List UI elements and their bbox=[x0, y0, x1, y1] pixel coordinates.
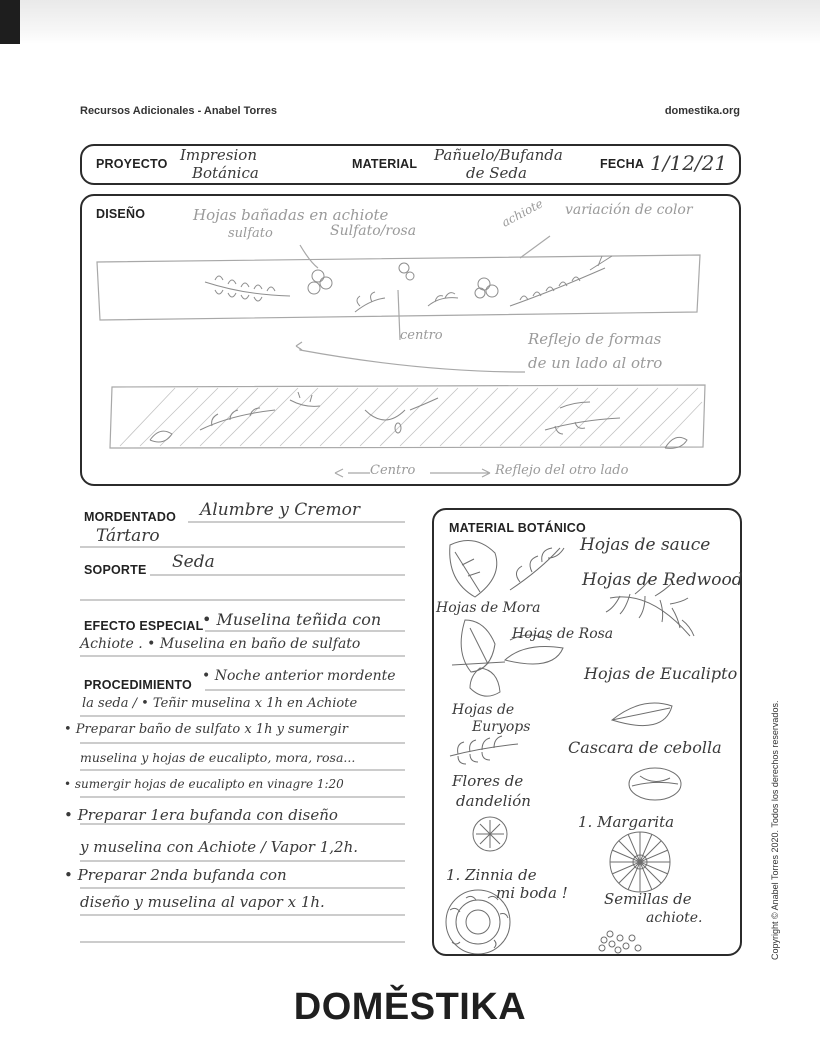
proc-line-9: diseño y muselina al vapor x 1h. bbox=[80, 893, 325, 911]
note-centro-bottom: Centro bbox=[370, 463, 416, 478]
bot-redwood: Hojas de Redwood bbox=[582, 570, 743, 590]
note-reflejo-bottom: Reflejo del otro lado bbox=[495, 463, 629, 478]
bot-zinnia-2: mi boda ! bbox=[496, 884, 568, 902]
bot-margarita: 1. Margarita bbox=[578, 813, 675, 831]
material-value-1: Pañuelo/Bufanda bbox=[434, 146, 563, 164]
soporte-label: SOPORTE bbox=[84, 563, 147, 577]
mordentado-value-1: Alumbre y Cremor bbox=[200, 500, 360, 520]
mordentado-value-2: Tártaro bbox=[96, 526, 160, 546]
proyecto-value-2: Botánica bbox=[192, 164, 259, 182]
note-reflejo-2: de un lado al otro bbox=[528, 354, 663, 372]
proc-line-1: • Noche anterior mordente bbox=[202, 668, 396, 684]
copyright-text: Copyright © Anabel Torres 2020. Todos los derechos reservados. bbox=[770, 700, 780, 960]
procedimiento-label: PROCEDIMIENTO bbox=[84, 678, 192, 692]
efecto-label: EFECTO ESPECIAL bbox=[84, 619, 204, 633]
proc-line-6: • Preparar 1era bufanda con diseño bbox=[64, 806, 338, 824]
mordentado-label: MORDENTADO bbox=[84, 510, 177, 524]
header-left: Recursos Adicionales - Anabel Torres bbox=[80, 105, 278, 117]
botanical-label: MATERIAL BOTÁNICO bbox=[449, 521, 586, 535]
efecto-value-1: • Muselina teñida con bbox=[202, 610, 382, 629]
bot-sauce: Hojas de sauce bbox=[580, 535, 711, 555]
proc-line-4: muselina y hojas de eucalipto, mora, rosa... bbox=[80, 750, 356, 765]
bot-zinnia-1: 1. Zinnia de bbox=[446, 866, 537, 884]
note-sulfato-rosa: Sulfato/rosa bbox=[330, 223, 417, 239]
bot-eucalipto: Hojas de Eucalipto bbox=[584, 664, 738, 683]
design-label: DISEÑO bbox=[96, 207, 146, 221]
note-achiote: achiote bbox=[499, 196, 546, 230]
proc-line-8: • Preparar 2nda bufanda con bbox=[64, 866, 287, 884]
bot-semillas-1: Semillas de bbox=[604, 890, 692, 908]
bot-rosa: Hojas de Rosa bbox=[512, 626, 614, 642]
proc-line-3: • Preparar baño de sulfato x 1h y sumergir bbox=[64, 722, 349, 737]
bot-dandelion-1: Flores de bbox=[452, 772, 524, 790]
note-reflejo-1: Reflejo de formas bbox=[528, 330, 662, 348]
proyecto-label: PROYECTO bbox=[96, 157, 168, 171]
bot-euryops-2: Euryops bbox=[472, 719, 531, 735]
soporte-value: Seda bbox=[172, 552, 215, 572]
domestika-logo: DOMĚSTIKA bbox=[293, 986, 527, 1028]
note-variacion: variación de color bbox=[565, 202, 693, 218]
fecha-value: 1/12/21 bbox=[650, 151, 728, 175]
efecto-value-2: Achiote . • Muselina en baño de sulfato bbox=[80, 636, 361, 652]
note-hojas: Hojas bañadas en achiote bbox=[193, 206, 389, 224]
bot-dandelion-2: dandelión bbox=[456, 792, 531, 810]
bot-euryops-1: Hojas de bbox=[452, 702, 515, 718]
material-value-2: de Seda bbox=[466, 164, 527, 182]
proyecto-value-1: Impresion bbox=[180, 146, 257, 164]
header-right: domestika.org bbox=[664, 105, 740, 117]
bot-semillas-2: achiote. bbox=[646, 910, 703, 926]
proc-line-2: la seda / • Teñir muselina x 1h en Achiote bbox=[82, 696, 358, 711]
bot-cebolla: Cascara de cebolla bbox=[568, 738, 722, 757]
material-label: MATERIAL bbox=[352, 157, 418, 171]
note-centro-top: centro bbox=[400, 328, 443, 343]
fecha-label: FECHA bbox=[600, 157, 645, 171]
bot-mora: Hojas de Mora bbox=[436, 600, 541, 616]
note-sulfato: sulfato bbox=[228, 226, 273, 241]
proc-line-7: y muselina con Achiote / Vapor 1,2h. bbox=[80, 838, 358, 856]
proc-line-5: • sumergir hojas de eucalipto en vinagre 1:20 bbox=[64, 777, 344, 791]
